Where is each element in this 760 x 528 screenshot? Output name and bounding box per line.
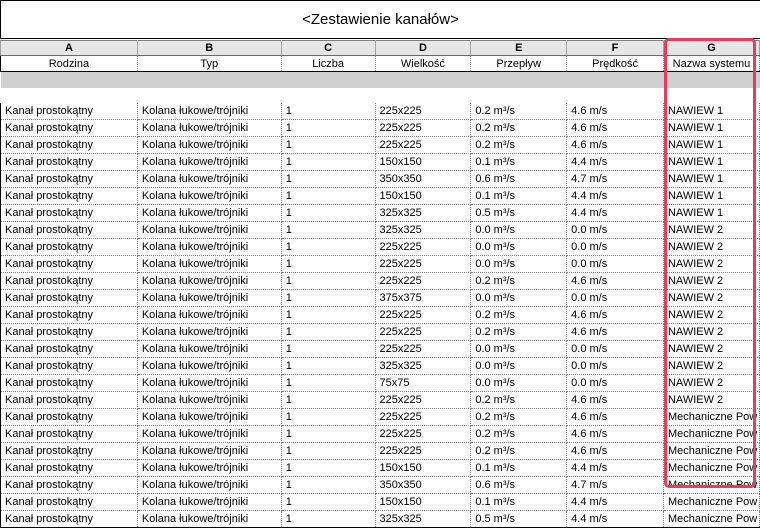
cell-predkosc[interactable]: 0.0 m/s: [567, 358, 664, 375]
cell-predkosc[interactable]: 0.0 m/s: [567, 239, 664, 256]
spacer-cell: [1, 88, 760, 103]
cell-liczba[interactable]: 1: [281, 511, 375, 528]
cell-typ[interactable]: Kolana łukowe/trójniki: [137, 477, 281, 494]
cell-nazwa-systemu[interactable]: NAWIEW 2: [663, 358, 759, 375]
column-letter-b[interactable]: B: [137, 41, 281, 56]
cell-typ[interactable]: Kolana łukowe/trójniki: [137, 307, 281, 324]
cell-liczba[interactable]: 1: [281, 358, 375, 375]
cell-typ[interactable]: Kolana łukowe/trójniki: [137, 256, 281, 273]
cell-liczba[interactable]: 1: [281, 443, 375, 460]
column-letter-c[interactable]: C: [281, 41, 375, 56]
cell-typ[interactable]: Kolana łukowe/trójniki: [137, 137, 281, 154]
cell-liczba[interactable]: 1: [281, 290, 375, 307]
cell-predkosc[interactable]: 4.6 m/s: [567, 273, 664, 290]
cell-przeplyw[interactable]: 0.2 m³/s: [471, 120, 567, 137]
group-header-row[interactable]: [1, 72, 760, 89]
cell-liczba[interactable]: 1: [281, 375, 375, 392]
table-row[interactable]: [1, 409, 760, 426]
cell-nazwa-systemu[interactable]: Mechaniczne Pow: [663, 511, 759, 528]
cell-przeplyw[interactable]: 0.5 m³/s: [471, 205, 567, 222]
cell-typ[interactable]: Kolana łukowe/trójniki: [137, 392, 281, 409]
cell-predkosc[interactable]: 4.6 m/s: [567, 392, 664, 409]
cell-nazwa-systemu[interactable]: Mechaniczne Pow: [663, 494, 759, 511]
cell-typ[interactable]: Kolana łukowe/trójniki: [137, 103, 281, 120]
cell-wielkosc[interactable]: 225x225: [375, 239, 471, 256]
cell-nazwa-systemu[interactable]: NAWIEW 2: [663, 324, 759, 341]
cell-nazwa-systemu[interactable]: NAWIEW 1: [663, 137, 759, 154]
cell-predkosc[interactable]: 0.0 m/s: [567, 290, 664, 307]
cell-przeplyw[interactable]: 0.2 m³/s: [471, 103, 567, 120]
cell-wielkosc[interactable]: 225x225: [375, 409, 471, 426]
cell-przeplyw[interactable]: 0.6 m³/s: [471, 477, 567, 494]
cell-rodzina[interactable]: Kanał prostokątny: [1, 511, 138, 528]
cell-nazwa-systemu[interactable]: Mechaniczne Pow: [663, 409, 759, 426]
cell-wielkosc[interactable]: 225x225: [375, 341, 471, 358]
cell-przeplyw[interactable]: 0.0 m³/s: [471, 256, 567, 273]
column-header-nazwa-systemu[interactable]: Nazwa systemu: [663, 56, 759, 72]
cell-przeplyw[interactable]: 0.1 m³/s: [471, 188, 567, 205]
cell-predkosc[interactable]: 4.6 m/s: [567, 307, 664, 324]
column-letter-f[interactable]: F: [567, 41, 664, 56]
cell-wielkosc[interactable]: 150x150: [375, 494, 471, 511]
cell-przeplyw[interactable]: 0.2 m³/s: [471, 443, 567, 460]
cell-nazwa-systemu[interactable]: NAWIEW 1: [663, 120, 759, 137]
cell-nazwa-systemu[interactable]: NAWIEW 1: [663, 171, 759, 188]
cell-predkosc[interactable]: 4.4 m/s: [567, 205, 664, 222]
cell-typ[interactable]: Kolana łukowe/trójniki: [137, 409, 281, 426]
cell-rodzina[interactable]: Kanał prostokątny: [1, 375, 138, 392]
table-row[interactable]: [1, 205, 760, 222]
cell-rodzina[interactable]: Kanał prostokątny: [1, 443, 138, 460]
spacer-row: [1, 88, 760, 103]
cell-rodzina[interactable]: Kanał prostokątny: [1, 273, 138, 290]
cell-przeplyw[interactable]: 0.2 m³/s: [471, 137, 567, 154]
cell-predkosc[interactable]: 4.6 m/s: [567, 426, 664, 443]
table-row[interactable]: [1, 222, 760, 239]
cell-przeplyw[interactable]: 0.2 m³/s: [471, 324, 567, 341]
group-header-cell[interactable]: [1, 72, 760, 89]
table-row[interactable]: [1, 392, 760, 409]
cell-wielkosc[interactable]: 225x225: [375, 392, 471, 409]
cell-typ[interactable]: Kolana łukowe/trójniki: [137, 120, 281, 137]
column-header-liczba[interactable]: Liczba: [281, 56, 375, 72]
cell-przeplyw[interactable]: 0.0 m³/s: [471, 358, 567, 375]
schedule-table: [0, 40, 760, 528]
table-row[interactable]: [1, 358, 760, 375]
cell-rodzina[interactable]: Kanał prostokątny: [1, 290, 138, 307]
cell-liczba[interactable]: 1: [281, 392, 375, 409]
cell-liczba[interactable]: 1: [281, 273, 375, 290]
cell-przeplyw[interactable]: 0.2 m³/s: [471, 307, 567, 324]
cell-przeplyw[interactable]: 0.2 m³/s: [471, 426, 567, 443]
table-row[interactable]: [1, 188, 760, 205]
cell-nazwa-systemu[interactable]: NAWIEW 2: [663, 392, 759, 409]
cell-nazwa-systemu[interactable]: NAWIEW 2: [663, 290, 759, 307]
column-header-wielkosc[interactable]: Wielkość: [375, 56, 471, 72]
cell-przeplyw[interactable]: 0.2 m³/s: [471, 392, 567, 409]
table-row[interactable]: [1, 154, 760, 171]
table-row[interactable]: [1, 324, 760, 341]
cell-nazwa-systemu[interactable]: NAWIEW 2: [663, 375, 759, 392]
cell-wielkosc[interactable]: 225x225: [375, 120, 471, 137]
cell-wielkosc[interactable]: 150x150: [375, 154, 471, 171]
cell-przeplyw[interactable]: 0.1 m³/s: [471, 154, 567, 171]
cell-rodzina[interactable]: Kanał prostokątny: [1, 154, 138, 171]
cell-liczba[interactable]: 1: [281, 409, 375, 426]
cell-typ[interactable]: Kolana łukowe/trójniki: [137, 239, 281, 256]
cell-wielkosc[interactable]: 225x225: [375, 103, 471, 120]
table-row[interactable]: [1, 239, 760, 256]
cell-nazwa-systemu[interactable]: NAWIEW 2: [663, 307, 759, 324]
cell-rodzina[interactable]: Kanał prostokątny: [1, 494, 138, 511]
cell-nazwa-systemu[interactable]: NAWIEW 1: [663, 154, 759, 171]
table-row[interactable]: [1, 120, 760, 137]
cell-liczba[interactable]: 1: [281, 137, 375, 154]
cell-predkosc[interactable]: 4.4 m/s: [567, 460, 664, 477]
cell-rodzina[interactable]: Kanał prostokątny: [1, 137, 138, 154]
cell-nazwa-systemu[interactable]: Mechaniczne Pow: [663, 426, 759, 443]
table-row[interactable]: [1, 103, 760, 120]
cell-liczba[interactable]: 1: [281, 477, 375, 494]
cell-przeplyw[interactable]: 0.0 m³/s: [471, 375, 567, 392]
cell-wielkosc[interactable]: 325x325: [375, 205, 471, 222]
cell-rodzina[interactable]: Kanał prostokątny: [1, 392, 138, 409]
cell-liczba[interactable]: 1: [281, 120, 375, 137]
cell-typ[interactable]: Kolana łukowe/trójniki: [137, 205, 281, 222]
cell-liczba[interactable]: 1: [281, 205, 375, 222]
cell-predkosc[interactable]: 4.6 m/s: [567, 443, 664, 460]
cell-wielkosc[interactable]: 225x225: [375, 273, 471, 290]
cell-rodzina[interactable]: Kanał prostokątny: [1, 324, 138, 341]
cell-rodzina[interactable]: Kanał prostokątny: [1, 307, 138, 324]
cell-rodzina[interactable]: Kanał prostokątny: [1, 171, 138, 188]
schedule-title: <Zestawienie kanałów>: [0, 0, 760, 39]
cell-nazwa-systemu[interactable]: NAWIEW 2: [663, 341, 759, 358]
cell-predkosc[interactable]: 4.6 m/s: [567, 409, 664, 426]
table-row[interactable]: [1, 460, 760, 477]
column-header-rodzina[interactable]: Rodzina: [1, 56, 138, 72]
cell-typ[interactable]: Kolana łukowe/trójniki: [137, 375, 281, 392]
table-row[interactable]: [1, 171, 760, 188]
cell-nazwa-systemu[interactable]: NAWIEW 1: [663, 103, 759, 120]
cell-nazwa-systemu[interactable]: Mechaniczne Pow: [663, 477, 759, 494]
cell-predkosc[interactable]: 4.4 m/s: [567, 188, 664, 205]
column-header-row: [1, 56, 760, 72]
cell-liczba[interactable]: 1: [281, 103, 375, 120]
cell-wielkosc[interactable]: 325x325: [375, 222, 471, 239]
table-row[interactable]: [1, 341, 760, 358]
cell-predkosc[interactable]: 4.4 m/s: [567, 154, 664, 171]
cell-predkosc[interactable]: 4.4 m/s: [567, 494, 664, 511]
cell-przeplyw[interactable]: 0.6 m³/s: [471, 171, 567, 188]
table-row[interactable]: [1, 137, 760, 154]
cell-rodzina[interactable]: Kanał prostokątny: [1, 426, 138, 443]
cell-liczba[interactable]: 1: [281, 494, 375, 511]
column-header-przeplyw[interactable]: Przepływ: [471, 56, 567, 72]
cell-przeplyw[interactable]: 0.2 m³/s: [471, 273, 567, 290]
cell-wielkosc[interactable]: 375x375: [375, 290, 471, 307]
cell-wielkosc[interactable]: 225x225: [375, 307, 471, 324]
table-row[interactable]: [1, 426, 760, 443]
cell-predkosc[interactable]: 4.7 m/s: [567, 477, 664, 494]
cell-liczba[interactable]: 1: [281, 256, 375, 273]
column-letter-e[interactable]: E: [471, 41, 567, 56]
cell-liczba[interactable]: 1: [281, 222, 375, 239]
cell-nazwa-systemu[interactable]: NAWIEW 1: [663, 188, 759, 205]
cell-rodzina[interactable]: Kanał prostokątny: [1, 222, 138, 239]
cell-nazwa-systemu[interactable]: NAWIEW 2: [663, 239, 759, 256]
cell-wielkosc[interactable]: 325x325: [375, 511, 471, 528]
cell-wielkosc[interactable]: 350x350: [375, 171, 471, 188]
cell-typ[interactable]: Kolana łukowe/trójniki: [137, 443, 281, 460]
cell-wielkosc[interactable]: 225x225: [375, 256, 471, 273]
cell-typ[interactable]: Kolana łukowe/trójniki: [137, 188, 281, 205]
cell-typ[interactable]: Kolana łukowe/trójniki: [137, 494, 281, 511]
cell-przeplyw[interactable]: 0.0 m³/s: [471, 222, 567, 239]
cell-rodzina[interactable]: Kanał prostokątny: [1, 460, 138, 477]
cell-typ[interactable]: Kolana łukowe/trójniki: [137, 460, 281, 477]
column-letter-g[interactable]: G: [663, 41, 759, 56]
cell-liczba[interactable]: 1: [281, 324, 375, 341]
cell-typ[interactable]: Kolana łukowe/trójniki: [137, 154, 281, 171]
cell-liczba[interactable]: 1: [281, 341, 375, 358]
cell-nazwa-systemu[interactable]: NAWIEW 2: [663, 256, 759, 273]
cell-wielkosc[interactable]: 225x225: [375, 426, 471, 443]
cell-nazwa-systemu[interactable]: NAWIEW 2: [663, 273, 759, 290]
cell-wielkosc[interactable]: 325x325: [375, 358, 471, 375]
column-letter-a[interactable]: A: [1, 41, 138, 56]
column-header-predkosc[interactable]: Prędkość: [567, 56, 664, 72]
cell-rodzina[interactable]: Kanał prostokątny: [1, 205, 138, 222]
table-row[interactable]: [1, 494, 760, 511]
cell-typ[interactable]: Kolana łukowe/trójniki: [137, 511, 281, 528]
cell-typ[interactable]: Kolana łukowe/trójniki: [137, 358, 281, 375]
cell-wielkosc[interactable]: 350x350: [375, 477, 471, 494]
cell-wielkosc[interactable]: 225x225: [375, 324, 471, 341]
column-letter-d[interactable]: D: [375, 41, 471, 56]
cell-rodzina[interactable]: Kanał prostokątny: [1, 239, 138, 256]
cell-typ[interactable]: Kolana łukowe/trójniki: [137, 324, 281, 341]
cell-predkosc[interactable]: 4.6 m/s: [567, 120, 664, 137]
cell-liczba[interactable]: 1: [281, 154, 375, 171]
cell-wielkosc[interactable]: 150x150: [375, 460, 471, 477]
cell-nazwa-systemu[interactable]: NAWIEW 2: [663, 222, 759, 239]
cell-przeplyw[interactable]: 0.1 m³/s: [471, 494, 567, 511]
cell-wielkosc[interactable]: 150x150: [375, 188, 471, 205]
table-row[interactable]: [1, 375, 760, 392]
cell-liczba[interactable]: 1: [281, 239, 375, 256]
cell-rodzina[interactable]: Kanał prostokątny: [1, 341, 138, 358]
table-row[interactable]: [1, 290, 760, 307]
cell-typ[interactable]: Kolana łukowe/trójniki: [137, 426, 281, 443]
cell-przeplyw[interactable]: 0.0 m³/s: [471, 290, 567, 307]
cell-rodzina[interactable]: Kanał prostokątny: [1, 477, 138, 494]
cell-typ[interactable]: Kolana łukowe/trójniki: [137, 171, 281, 188]
cell-rodzina[interactable]: Kanał prostokątny: [1, 256, 138, 273]
cell-predkosc[interactable]: 4.6 m/s: [567, 137, 664, 154]
cell-typ[interactable]: Kolana łukowe/trójniki: [137, 222, 281, 239]
cell-typ[interactable]: Kolana łukowe/trójniki: [137, 341, 281, 358]
cell-predkosc[interactable]: 0.0 m/s: [567, 222, 664, 239]
cell-predkosc[interactable]: 0.0 m/s: [567, 375, 664, 392]
table-row[interactable]: [1, 307, 760, 324]
cell-typ[interactable]: Kolana łukowe/trójniki: [137, 273, 281, 290]
cell-nazwa-systemu[interactable]: Mechaniczne Pow: [663, 460, 759, 477]
cell-predkosc[interactable]: 0.0 m/s: [567, 256, 664, 273]
cell-liczba[interactable]: 1: [281, 171, 375, 188]
table-row[interactable]: [1, 273, 760, 290]
cell-przeplyw[interactable]: 0.0 m³/s: [471, 239, 567, 256]
table-row[interactable]: [1, 443, 760, 460]
cell-rodzina[interactable]: Kanał prostokątny: [1, 409, 138, 426]
cell-nazwa-systemu[interactable]: NAWIEW 1: [663, 205, 759, 222]
cell-predkosc[interactable]: 4.6 m/s: [567, 103, 664, 120]
cell-typ[interactable]: Kolana łukowe/trójniki: [137, 290, 281, 307]
cell-liczba[interactable]: 1: [281, 188, 375, 205]
cell-przeplyw[interactable]: 0.5 m³/s: [471, 511, 567, 528]
cell-rodzina[interactable]: Kanał prostokątny: [1, 358, 138, 375]
cell-predkosc[interactable]: 4.4 m/s: [567, 511, 664, 528]
cell-wielkosc[interactable]: 75x75: [375, 375, 471, 392]
column-letter-row: [1, 41, 760, 56]
cell-przeplyw[interactable]: 0.0 m³/s: [471, 341, 567, 358]
cell-liczba[interactable]: 1: [281, 307, 375, 324]
column-header-typ[interactable]: Typ: [137, 56, 281, 72]
table-row[interactable]: [1, 256, 760, 273]
cell-rodzina[interactable]: Kanał prostokątny: [1, 188, 138, 205]
cell-rodzina[interactable]: Kanał prostokątny: [1, 103, 138, 120]
table-row[interactable]: [1, 511, 760, 528]
cell-liczba[interactable]: 1: [281, 426, 375, 443]
cell-przeplyw[interactable]: 0.2 m³/s: [471, 409, 567, 426]
cell-nazwa-systemu[interactable]: Mechaniczne Pow: [663, 443, 759, 460]
cell-predkosc[interactable]: 0.0 m/s: [567, 341, 664, 358]
cell-przeplyw[interactable]: 0.1 m³/s: [471, 460, 567, 477]
cell-rodzina[interactable]: Kanał prostokątny: [1, 120, 138, 137]
cell-wielkosc[interactable]: 225x225: [375, 137, 471, 154]
cell-liczba[interactable]: 1: [281, 460, 375, 477]
cell-predkosc[interactable]: 4.6 m/s: [567, 324, 664, 341]
cell-predkosc[interactable]: 4.7 m/s: [567, 171, 664, 188]
cell-wielkosc[interactable]: 225x225: [375, 443, 471, 460]
